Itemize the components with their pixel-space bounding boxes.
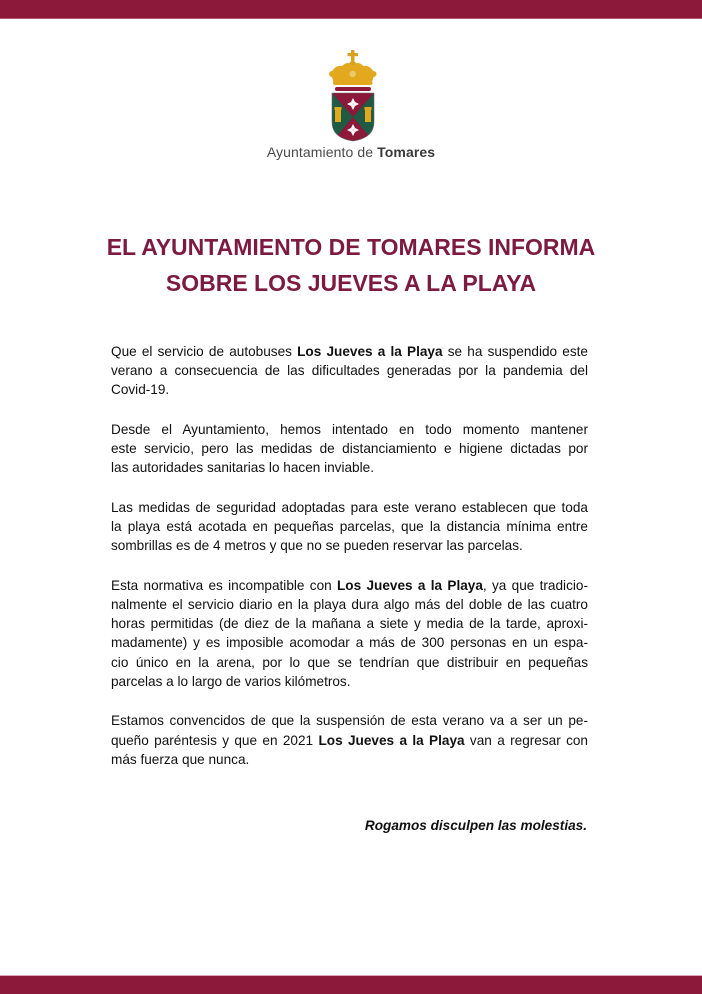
text-segment: parcelas a lo largo de varios kilómetros. (111, 673, 351, 689)
coat-of-arms-icon (318, 46, 388, 142)
paragraph-line (111, 420, 588, 439)
text-segment: se ha suspendido este (442, 344, 588, 359)
paragraph-line (111, 439, 588, 458)
text-segment: cio único en la arena, por lo que se tendrían que distribuir en pequeñas (111, 654, 588, 670)
paragraph-line (111, 595, 588, 614)
text-segment: nalmente el servicio diario en la playa dura algo más del doble de las cuatro (111, 597, 588, 613)
title-line-2: SOBRE LOS JUEVES A LA PLAYA (165, 270, 537, 296)
paragraph-line (111, 614, 588, 633)
body-paragraph (111, 498, 588, 556)
paragraph-line (111, 711, 588, 730)
paragraph-line (111, 672, 588, 691)
text-segment: sombrillas es de 4 metros y que no se pueden reservar las parcelas. (111, 538, 523, 554)
logo-wordmark (200, 144, 502, 160)
body-paragraph (111, 342, 588, 400)
text-segment: la playa está acotada en pequeñas parcelas, que la distancia mínima entre (111, 519, 588, 535)
closing-line: Rogamos disculpen las molestias. (364, 818, 587, 833)
text-segment: Covid-19. (111, 382, 170, 398)
body-text (111, 342, 588, 789)
paragraph-line (111, 633, 588, 652)
paragraph-line (111, 361, 588, 380)
text-segment: Que el servicio de autobuses (111, 344, 298, 359)
text-segment: las autoridades sanitarias lo hacen inviable. (111, 460, 374, 476)
bold-text: Los Jueves a la Playa (337, 577, 483, 593)
bold-text: Los Jueves a la Playa (318, 732, 465, 748)
text-segment: queño paréntesis y que en 2021 (111, 732, 319, 748)
paragraph-line (111, 750, 588, 769)
paragraph-line (111, 342, 588, 361)
paragraph-line (111, 653, 588, 672)
top-brand-bar (0, 0, 702, 19)
paragraph-line (111, 498, 588, 517)
text-segment: , ya que tradicio- (482, 577, 588, 593)
body-paragraph (111, 420, 588, 478)
bold-text: Los Jueves a la Playa (297, 344, 443, 359)
paragraph-line (111, 517, 588, 536)
body-paragraph (111, 711, 588, 769)
paragraph-line (111, 380, 588, 399)
text-segment: Las medidas de seguridad adoptadas para este verano establecen que toda (111, 499, 588, 515)
paragraph-line (111, 536, 588, 555)
paragraph-line (111, 731, 588, 750)
logo-text-bold: Tomares (377, 144, 436, 160)
paragraph-line (111, 576, 588, 595)
bottom-brand-bar (0, 975, 702, 994)
text-segment: van a regresar con (464, 732, 588, 748)
text-segment: más fuerza que nunca. (111, 751, 250, 767)
text-segment: madamente) y es imposible acomodar a más de 300 personas en un espa- (111, 635, 588, 651)
text-segment: Desde el Ayuntamiento, hemos intentado en todo momento mantener (111, 421, 588, 437)
text-segment: Estamos convencidos de que la suspensión de esta verano va a ser un pe- (111, 713, 588, 729)
page-title (60, 229, 642, 301)
paragraph-line (111, 458, 588, 477)
text-segment: Esta normativa es incompatible con (111, 577, 337, 593)
text-segment: este servicio, pero las medidas de distanciamiento e higiene dictadas por (111, 441, 588, 457)
title-line-1: EL AYUNTAMIENTO DE TOMARES INFORMA (106, 234, 596, 260)
body-paragraph (111, 576, 588, 691)
text-segment: verano a consecuencia de las dificultades generadas por la pandemia del (111, 363, 588, 379)
text-segment: horas permitidas (de diez de la mañana a siete y media de la tarde, aproxi- (111, 616, 588, 632)
logo-text-regular: Ayuntamiento de (266, 144, 374, 160)
